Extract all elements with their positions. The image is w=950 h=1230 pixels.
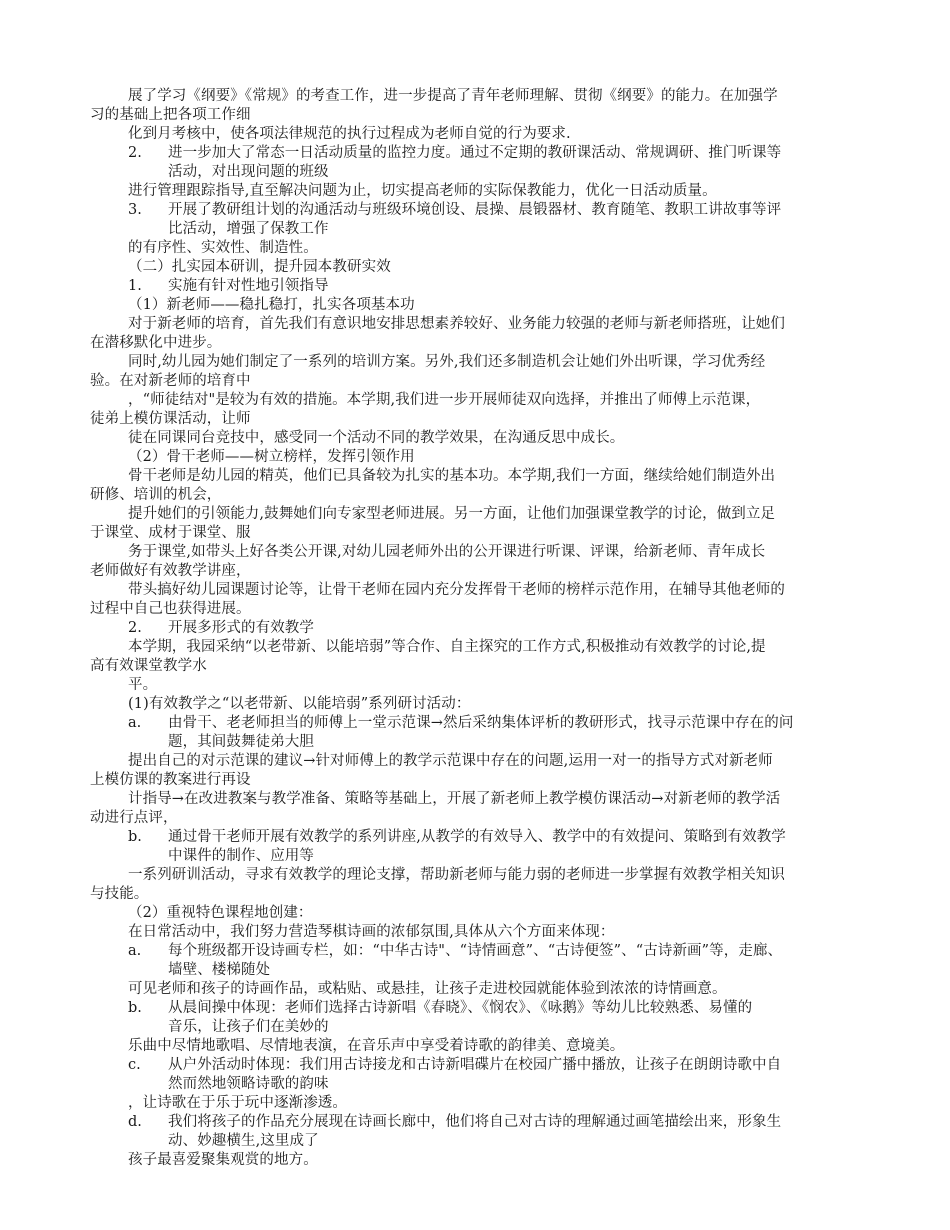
list-marker: 2. bbox=[128, 620, 142, 636]
text-line: 活动，对出现问题的班级 bbox=[168, 164, 329, 180]
text-line: ，让诗歌在于乐于玩中逐渐渗透。 bbox=[128, 1095, 347, 1111]
text-line: 进行管理跟踪指导,直至解决问题为止，切实提高老师的实际保教能力，优化一日活动质量。 bbox=[128, 183, 717, 199]
list-marker: b. bbox=[128, 829, 142, 845]
text-line: 计指导→在改进教案与教学准备、策略等基础上，开展了新老师上教学模仿课活动→对新老师的教学活 bbox=[128, 791, 781, 807]
text-line: （二）扎实园本研训，提升园本教研实效 bbox=[128, 259, 391, 275]
text-line: 从晨间操中体现：老师们选择古诗新唱《春晓》、《悯农》、《咏鹅》等幼儿比较熟悉、易懂的 bbox=[168, 1000, 753, 1016]
text-line: 提出自己的对示范课的建议→针对师傅上的教学示范课中存在的问题,运用一对一的指导方式对新老师 bbox=[128, 753, 773, 769]
text-line: 通过骨干老师开展有效教学的系列讲座,从教学的有效导入、教学中的有效提问、策略到有效教学 bbox=[168, 829, 786, 845]
text-line: 每个班级都开设诗画专栏，如：“中华古诗"、“诗情画意”、“古诗便签”、“古诗新画”等，走廊、 bbox=[168, 943, 783, 959]
text-line: 题，其间鼓舞徒弟大胆 bbox=[168, 734, 314, 750]
text-line: 中课件的制作、应用等 bbox=[168, 848, 314, 864]
text-line: 骨干老师是幼儿园的精英，他们已具备较为扎实的基本功。本学期,我们一方面，继续给她们制造外出 bbox=[128, 468, 776, 484]
text-line: 的有序性、实效性、制造性。 bbox=[128, 240, 318, 256]
text-line: 乐曲中尽情地歌唱、尽情地表演，在音乐声中享受着诗歌的韵律美、意境美。 bbox=[128, 1038, 625, 1054]
text-line: 动进行点评， bbox=[90, 810, 178, 826]
text-line: 习的基础上把各项工作细 bbox=[90, 107, 251, 123]
text-line: （2）骨干老师——树立榜样，发挥引领作用 bbox=[128, 449, 415, 465]
text-line: 过程中自己也获得进展。 bbox=[90, 601, 251, 617]
text-line: 进一步加大了常态一日活动质量的监控力度。通过不定期的教研课活动、常规调研、推门听课等 bbox=[168, 145, 782, 161]
text-line: 动、妙趣横生,这里成了 bbox=[168, 1133, 319, 1149]
text-line: 可见老师和孩子的诗画作品，或粘贴、或悬挂，让孩子走进校园就能体验到浓浓的诗情画意。 bbox=[128, 981, 727, 997]
text-line: 带头搞好幼儿园课题讨论等，让骨干老师在园内充分发挥骨干老师的榜样示范作用，在辅导其他老师的 bbox=[128, 582, 785, 598]
text-line: 在日常活动中，我们努力营造琴棋诗画的浓郁氛围,具体从六个方面来体现： bbox=[128, 924, 615, 940]
text-line: 比活动，增强了保教工作 bbox=[168, 221, 329, 237]
list-marker: a. bbox=[128, 943, 142, 959]
text-line: (1)有效教学之“以老带新、以能培弱”系列研讨活动： bbox=[128, 696, 471, 712]
text-line: 由骨干、老老师担当的师傅上一堂示范课→然后采纳集体评析的教研形式，找寻示范课中存在的问 bbox=[168, 715, 794, 731]
list-marker: 2. bbox=[128, 145, 142, 161]
text-line: 老师做好有效教学讲座， bbox=[90, 563, 251, 579]
text-line: 高有效课堂教学水 bbox=[90, 658, 207, 674]
text-line: 然而然地领略诗歌的韵味 bbox=[168, 1076, 329, 1092]
text-line: 务于课堂,如带头上好各类公开课,对幼儿园老师外出的公开课进行听课、评课，给新老师、青年成长 bbox=[128, 544, 766, 560]
text-line: 开展多形式的有效教学 bbox=[168, 620, 314, 636]
list-marker: a. bbox=[128, 715, 142, 731]
list-marker: d. bbox=[128, 1114, 142, 1130]
text-line: 从户外活动时体现：我们用古诗接龙和古诗新唱碟片在校园广播中播放，让孩子在朗朗诗歌中自 bbox=[168, 1057, 782, 1073]
text-line: 音乐，让孩子们在美妙的 bbox=[168, 1019, 329, 1035]
text-line: （2）重视特色课程地创建： bbox=[128, 905, 313, 921]
text-line: 本学期，我园采纳“以老带新、以能培弱”等合作、自主探究的工作方式,积极推动有效教学的讨论,提 bbox=[128, 639, 766, 655]
text-line: 与技能。 bbox=[90, 886, 149, 902]
text-line: 化到月考核中，使各项法律规范的执行过程成为老师自觉的行为要求. bbox=[128, 126, 571, 142]
list-marker: 3. bbox=[128, 202, 142, 218]
text-line: 验。在对新老师的培育中 bbox=[90, 373, 251, 389]
list-marker: 1. bbox=[128, 278, 142, 294]
text-line: 平。 bbox=[128, 677, 158, 693]
text-line: 在潜移默化中进步。 bbox=[90, 335, 222, 351]
text-line: 展了学习《纲要》《常规》的考查工作，进一步提高了青年老师理解、贯彻《纲要》的能力。在加强学 bbox=[128, 88, 778, 104]
text-line: （1）新老师——稳扎稳打，扎实各项基本功 bbox=[128, 297, 415, 313]
text-line: 徒在同课同台竞技中，感受同一个活动不同的教学效果，在沟通反思中成长。 bbox=[128, 430, 625, 446]
text-line: 实施有针对性地引领指导 bbox=[168, 278, 329, 294]
text-line: 墙壁、楼梯随处 bbox=[168, 962, 271, 978]
text-line: 我们将孩子的作品充分展现在诗画长廊中，他们将自己对古诗的理解通过画笔描绘出来，形象生 bbox=[168, 1114, 782, 1130]
text-line: 对于新老师的培育，首先我们有意识地安排思想素养较好、业务能力较强的老师与新老师搭班，让她们 bbox=[128, 316, 785, 332]
text-line: 研修、培训的机会， bbox=[90, 487, 222, 503]
list-marker: b. bbox=[128, 1000, 142, 1016]
text-line: ，“师徒结对"是较为有效的措施。本学期,我们进一步开展师徒双向选择，并推出了师傅上示范课， bbox=[128, 392, 761, 408]
text-line: 提升她们的引领能力,鼓舞她们向专家型老师进展。另一方面，让他们加强课堂教学的讨论，做到立足 bbox=[128, 506, 776, 522]
text-line: 徒弟上模仿课活动，让师 bbox=[90, 411, 251, 427]
text-line: 于课堂、成材于课堂、服 bbox=[90, 525, 251, 541]
text-line: 上模仿课的教案进行再设 bbox=[90, 772, 251, 788]
list-marker: c. bbox=[128, 1057, 141, 1073]
text-line: 孩子最喜爱聚集观赏的地方。 bbox=[128, 1152, 318, 1168]
text-line: 开展了教研组计划的沟通活动与班级环境创设、晨操、晨锻器材、教育随笔、教职工讲故事等评 bbox=[168, 202, 782, 218]
text-line: 同时,幼儿园为她们制定了一系列的培训方案。另外,我们还多制造机会让她们外出听课，学习优秀经 bbox=[128, 354, 766, 370]
text-line: 一系列研训活动，寻求有效教学的理论支撑，帮助新老师与能力弱的老师进一步掌握有效教学相关知识 bbox=[128, 867, 785, 883]
